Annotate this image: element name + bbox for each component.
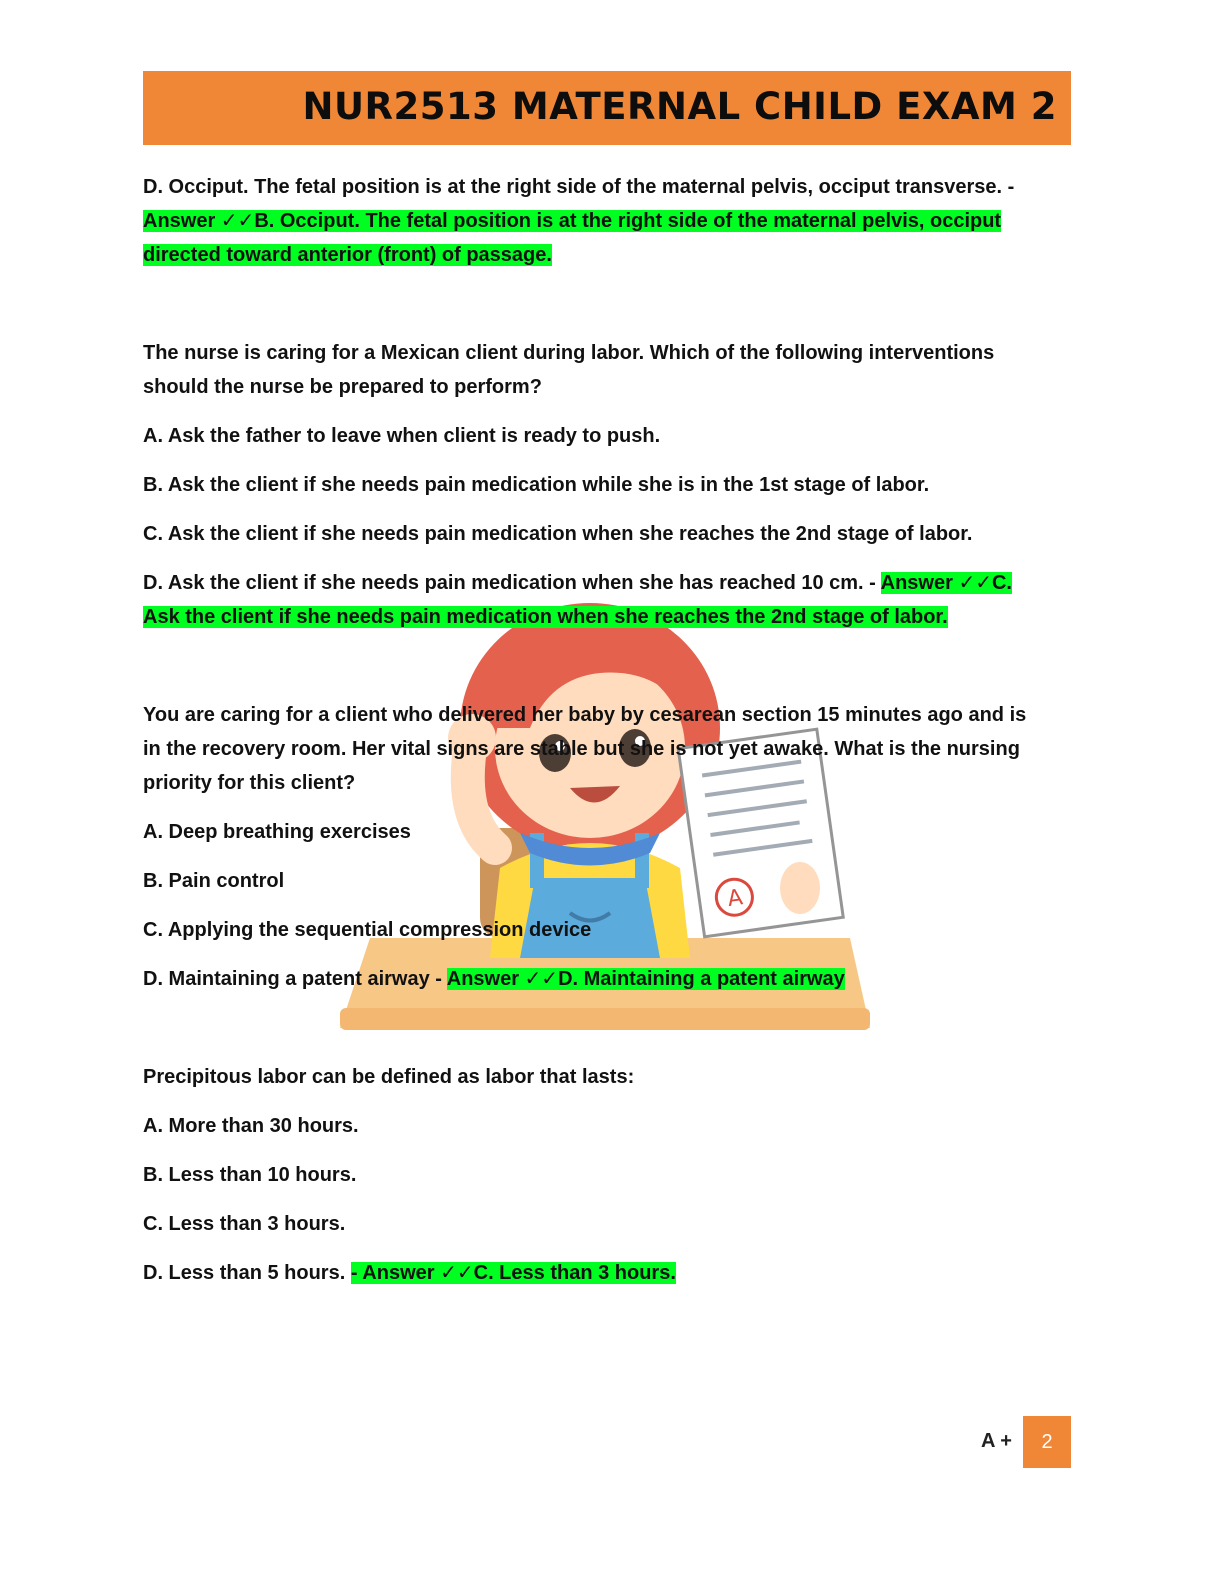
question-block-3 <box>143 698 1053 996</box>
grade-letter: A <box>725 885 745 913</box>
header-bar <box>143 71 1071 145</box>
answer-highlight: directed toward anterior (front) of passage. <box>143 244 552 266</box>
page-number: 2 <box>1023 1416 1071 1468</box>
question-text: The nurse is caring for a Mexican client during labor. Which of the following interventions <box>143 342 995 364</box>
option-b: B. Less than 10 hours. <box>143 1164 357 1186</box>
option-d: D. Occiput. The fetal position is at the right side of the maternal pelvis, occiput transverse. - <box>143 176 1015 198</box>
answer-highlight: Answer ✓✓D. Maintaining a patent airway <box>446 968 845 990</box>
question-text: in the recovery room. Her vital signs are stable but she is not yet awake. What is the nursing <box>143 738 1020 760</box>
question-block-4 <box>143 1060 1053 1290</box>
option-b: B. Pain control <box>143 870 285 892</box>
answer-highlight: - Answer ✓✓C. Less than 3 hours. <box>350 1262 676 1284</box>
question-text: You are caring for a client who delivered her baby by cesarean section 15 minutes ago and is <box>143 704 1027 726</box>
option-d: D. Maintaining a patent airway - <box>143 968 447 990</box>
page-title: NUR2513 MATERNAL CHILD EXAM 2 <box>302 85 1057 128</box>
question-text: priority for this client? <box>143 772 356 794</box>
option-c: C. Less than 3 hours. <box>143 1213 346 1235</box>
answer-highlight: Ask the client if she needs pain medication when she reaches the 2nd stage of labor. <box>143 606 948 628</box>
footer-grade: A + <box>981 1430 1012 1452</box>
option-a: A. Deep breathing exercises <box>143 821 411 843</box>
option-c: C. Applying the sequential compression device <box>143 919 592 941</box>
option-b: B. Ask the client if she needs pain medication while she is in the 1st stage of labor. <box>143 474 930 496</box>
option-a: A. More than 30 hours. <box>143 1115 359 1137</box>
answer-highlight: Answer ✓✓C. <box>880 572 1012 594</box>
option-d: D. Less than 5 hours. <box>143 1262 351 1284</box>
answer-highlight: Answer ✓✓B. Occiput. The fetal position is at the right side of the maternal pelvis, occiput <box>143 210 1002 232</box>
question-block-2 <box>143 336 1053 634</box>
option-c: C. Ask the client if she needs pain medication when she reaches the 2nd stage of labor. <box>143 523 973 545</box>
question-text: Precipitous labor can be defined as labor that lasts: <box>143 1066 635 1088</box>
option-d: D. Ask the client if she needs pain medication when she has reached 10 cm. - <box>143 572 881 594</box>
question-text: should the nurse be prepared to perform? <box>143 376 542 398</box>
question-block-1 <box>143 170 1053 272</box>
exam-content <box>143 170 1053 1290</box>
option-a: A. Ask the father to leave when client is ready to push. <box>143 425 661 447</box>
